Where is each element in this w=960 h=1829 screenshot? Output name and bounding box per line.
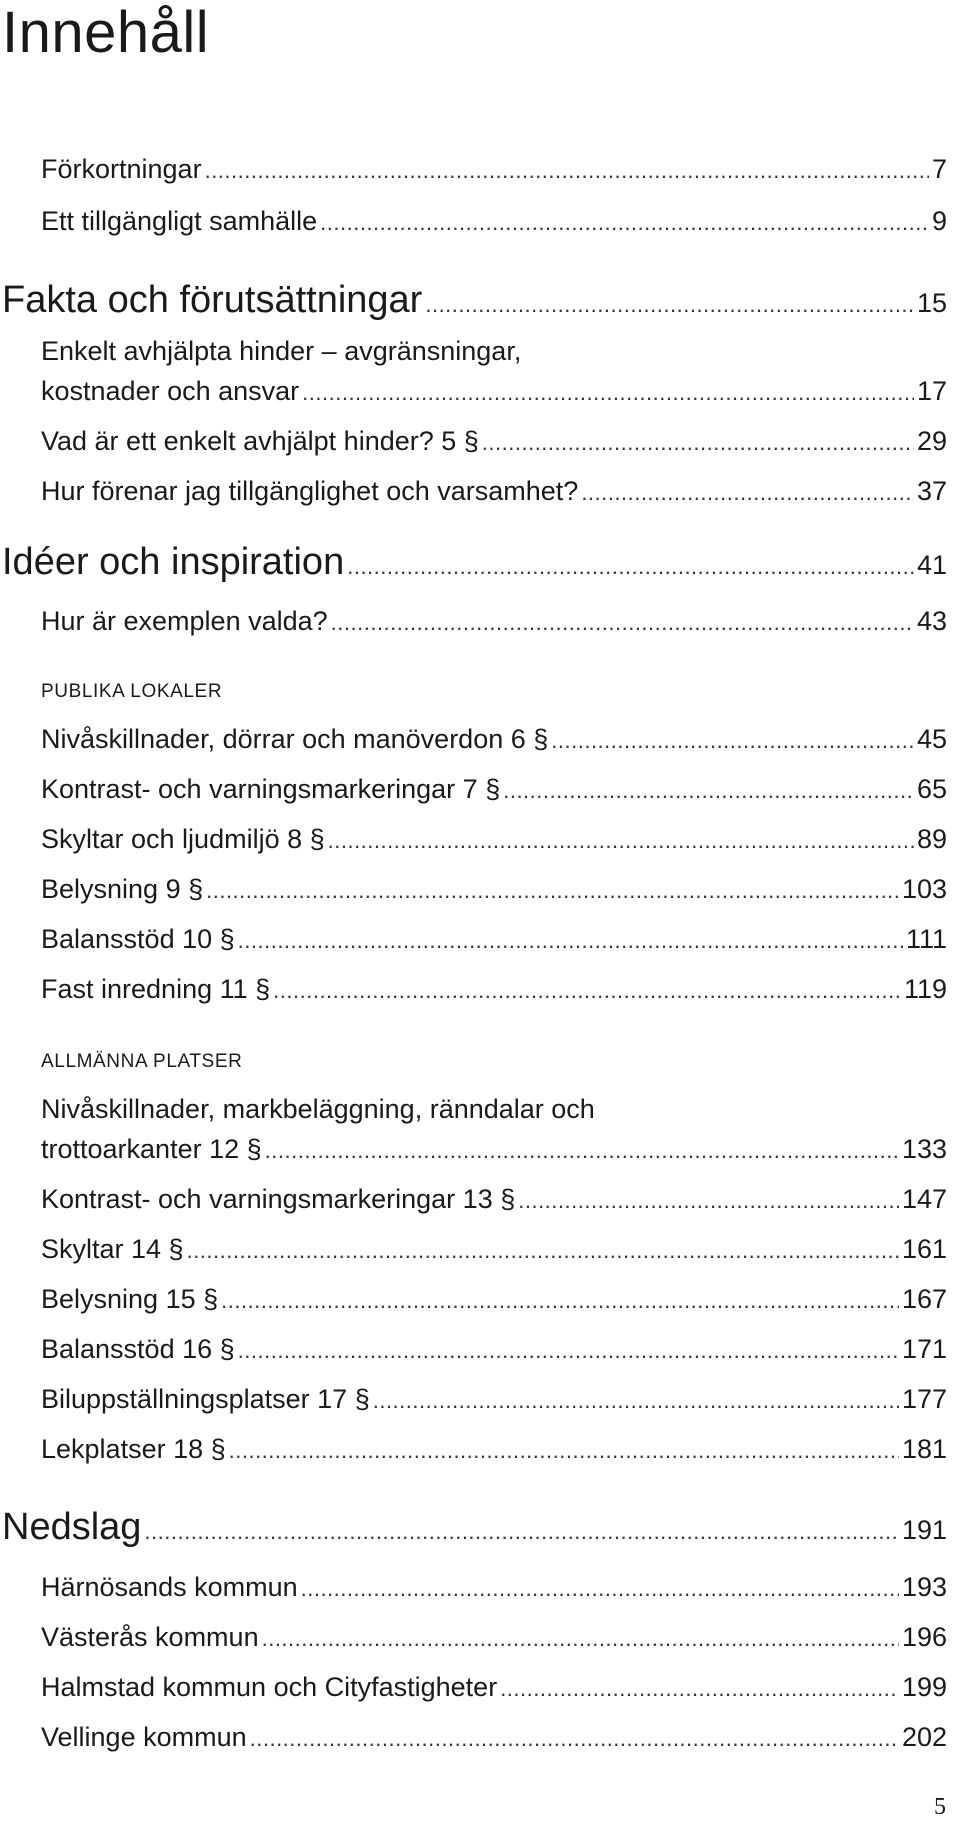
toc-leader-dots — [373, 1384, 899, 1418]
toc-entry[interactable] — [41, 1382, 947, 1418]
toc-entry[interactable] — [41, 1232, 947, 1268]
toc-entry-title: Kontrast- och varningsmarkeringar 13 § — [41, 1184, 516, 1214]
toc-entry-page: 196 — [901, 1622, 947, 1652]
toc-entry-page: 193 — [901, 1572, 947, 1602]
toc-leader-dots — [551, 724, 914, 758]
toc-entry-page: 171 — [901, 1334, 947, 1364]
toc-entry-title: Förkortningar — [41, 154, 202, 184]
toc-leader-dots — [320, 206, 929, 240]
toc-entry[interactable] — [41, 604, 947, 640]
toc-entry[interactable] — [41, 1570, 947, 1606]
toc-leader-dots — [425, 283, 914, 327]
section-heading: PUBLIKA LOKALER — [41, 681, 223, 702]
toc-entry-page: 29 — [916, 426, 947, 456]
toc-leader-dots — [265, 1134, 899, 1168]
toc-entry-title: kostnader och ansvar — [41, 376, 300, 406]
toc-entry-page: 119 — [903, 974, 947, 1004]
toc-entry[interactable] — [41, 1132, 947, 1168]
toc-leader-dots — [581, 476, 914, 510]
toc-entry-page: 15 — [916, 288, 947, 318]
toc-entry-title: Hur förenar jag tillgänglighet och varsamhet? — [41, 476, 579, 506]
toc-entry-title: Belysning 15 § — [41, 1284, 219, 1314]
toc-entry-title: Vellinge kommun — [41, 1722, 247, 1752]
toc-entry-title: Biluppställningsplatser 17 § — [41, 1384, 370, 1414]
toc-entry-title: Skyltar och ljudmiljö 8 § — [41, 824, 325, 854]
toc-entry-page: 147 — [901, 1184, 947, 1214]
toc-leader-dots — [301, 1572, 899, 1606]
toc-entry-title: Nedslag — [2, 1506, 142, 1548]
toc-leader-dots — [503, 774, 914, 808]
toc-entry[interactable] — [41, 1432, 947, 1468]
toc-leader-dots — [518, 1184, 899, 1218]
toc-leader-dots — [273, 974, 901, 1008]
toc-entry-page: 65 — [916, 774, 947, 804]
toc-entry-title: Halmstad kommun och Cityfastigheter — [41, 1672, 498, 1702]
toc-entry-title: Belysning 9 § — [41, 874, 204, 904]
toc-entry-page: 167 — [901, 1284, 947, 1314]
toc-leader-dots — [229, 1434, 899, 1468]
toc-entry-title: Västerås kommun — [41, 1622, 259, 1652]
toc-entry-page: 43 — [916, 606, 947, 636]
toc-entry[interactable] — [41, 424, 947, 460]
toc-entry[interactable] — [41, 972, 947, 1008]
toc-entry-page: 199 — [901, 1672, 947, 1702]
toc-entry-page: 181 — [901, 1434, 947, 1464]
toc-entry-page: 41 — [916, 550, 947, 580]
toc-entry-title: Skyltar 14 § — [41, 1234, 184, 1264]
toc-entry-title: Ett tillgängligt samhälle — [41, 206, 318, 236]
toc-chapter[interactable] — [2, 1505, 947, 1554]
toc-entry[interactable] — [41, 822, 947, 858]
toc-leader-dots — [238, 924, 903, 958]
toc-leader-dots — [262, 1622, 899, 1656]
toc-entry-page: 111 — [905, 924, 947, 954]
toc-leader-dots — [187, 1234, 899, 1268]
toc-entry-title: Balansstöd 16 § — [41, 1334, 235, 1364]
toc-entry-title: Hur är exemplen valda? — [41, 606, 328, 636]
toc-entry[interactable] — [41, 152, 947, 188]
toc-leader-dots — [302, 376, 914, 410]
toc-leader-dots — [238, 1334, 899, 1368]
toc-leader-dots — [482, 426, 914, 460]
toc-entry-page: 202 — [901, 1722, 947, 1752]
toc-entry-page: 103 — [901, 874, 947, 904]
toc-leader-dots — [328, 824, 914, 858]
toc-entry-page: 45 — [916, 724, 947, 754]
toc-entry-title: Balansstöd 10 § — [41, 924, 235, 954]
toc-entry-page: 7 — [931, 154, 947, 184]
toc-entry[interactable] — [41, 772, 947, 808]
toc-entry[interactable] — [41, 204, 947, 240]
toc-entry[interactable] — [41, 872, 947, 908]
toc-leader-dots — [500, 1672, 899, 1706]
toc-leader-dots — [144, 1510, 899, 1554]
toc-entry-title: trottoarkanter 12 § — [41, 1134, 262, 1164]
toc-entry-title: Idéer och inspiration — [2, 541, 345, 583]
toc-entry[interactable] — [41, 922, 947, 958]
toc-entry-page: 37 — [916, 476, 947, 506]
toc-entry[interactable] — [41, 1282, 947, 1318]
toc-leader-dots — [331, 606, 914, 640]
toc-entry-title: Härnösands kommun — [41, 1572, 298, 1602]
toc-entry-title: Fast inredning 11 § — [41, 974, 271, 1004]
toc-entry[interactable] — [41, 474, 947, 510]
toc-entry-title: Vad är ett enkelt avhjälpt hinder? 5 § — [41, 426, 479, 456]
toc-leader-dots — [205, 154, 929, 188]
toc-entry-page: 9 — [931, 206, 947, 236]
toc-entry-page: 133 — [901, 1134, 947, 1164]
toc-entry[interactable] — [41, 1332, 947, 1368]
toc-entry-title-line1: Enkelt avhjälpta hinder – avgränsningar, — [41, 336, 522, 366]
toc-entry[interactable] — [41, 1620, 947, 1656]
toc-entry-title-line1: Nivåskillnader, markbeläggning, ränndalar och — [41, 1094, 595, 1124]
toc-entry-page: 161 — [901, 1234, 947, 1264]
toc-entry-title: Lekplatser 18 § — [41, 1434, 226, 1464]
toc-leader-dots — [250, 1722, 899, 1756]
toc-entry-title: Kontrast- och varningsmarkeringar 7 § — [41, 774, 501, 804]
toc-entry-page: 89 — [916, 824, 947, 854]
toc-leader-dots — [206, 874, 899, 908]
toc-chapter[interactable] — [2, 540, 947, 589]
page-title: Innehåll — [2, 0, 210, 65]
toc-entry-page: 191 — [901, 1515, 947, 1545]
toc-entry-page: 177 — [901, 1384, 947, 1414]
toc-entry-title: Fakta och förutsättningar — [2, 279, 423, 321]
page-number: 5 — [934, 1794, 946, 1820]
toc-entry[interactable] — [41, 722, 947, 758]
toc-entry[interactable] — [41, 374, 947, 410]
section-heading: ALLMÄNNA PLATSER — [41, 1051, 243, 1072]
toc-entry-page: 17 — [916, 376, 947, 406]
toc-entry[interactable] — [41, 1720, 947, 1756]
toc-entry[interactable] — [41, 1182, 947, 1218]
toc-leader-dots — [221, 1284, 899, 1318]
toc-entry-title: Nivåskillnader, dörrar och manöverdon 6 § — [41, 724, 549, 754]
toc-entry[interactable] — [41, 1670, 947, 1706]
toc-chapter[interactable] — [2, 278, 947, 327]
toc-leader-dots — [347, 545, 914, 589]
